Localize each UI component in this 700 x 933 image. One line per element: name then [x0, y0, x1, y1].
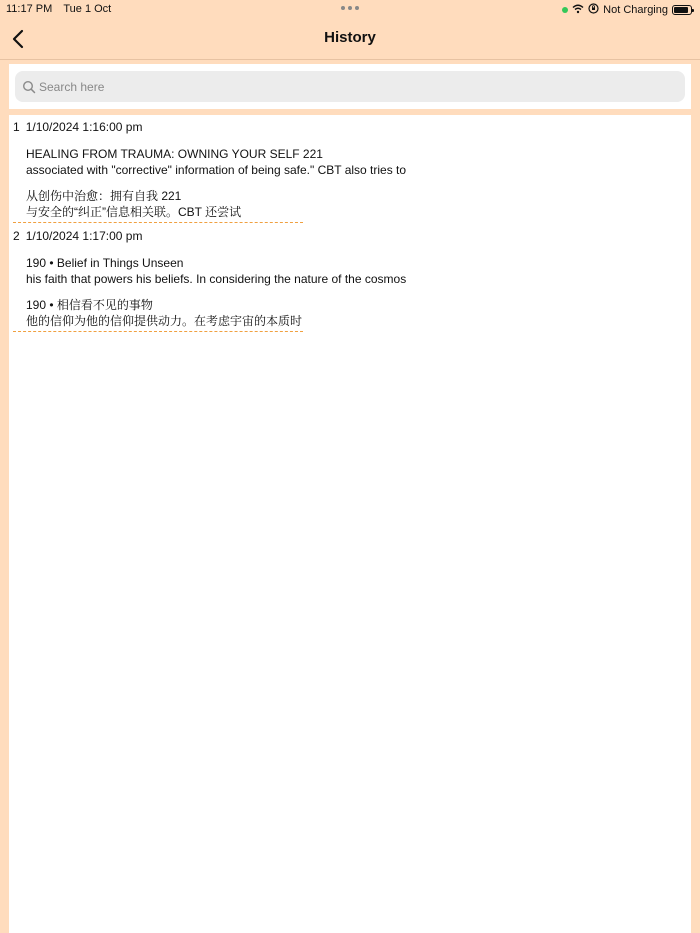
- camera-indicator-icon: [562, 7, 568, 13]
- entry-index: 2: [13, 229, 20, 243]
- search-bar: [9, 64, 691, 109]
- status-right: [562, 3, 692, 17]
- status-date: Tue 1 Oct: [63, 3, 112, 15]
- entry-original-line1: 190 • Belief in Things Unseen: [26, 256, 184, 270]
- charging-status: Not Charging: [603, 4, 668, 16]
- entry-original-line2: his faith that powers his beliefs. In considering the nature of the cosmos: [26, 272, 407, 286]
- entry-translated-line1: 190 • 相信看不见的事物: [26, 298, 153, 312]
- entry-translated-line2: 他的信仰为他的信仰提供动力。在考虑宇宙的本质时: [26, 314, 303, 328]
- entry-index: 1: [13, 120, 20, 134]
- search-field[interactable]: [15, 71, 685, 102]
- entry-timestamp: 1/10/2024 1:17:00 pm: [25, 229, 143, 243]
- list-item[interactable]: [9, 115, 691, 225]
- multitasking-dots-icon[interactable]: [341, 6, 359, 10]
- wifi-icon: [572, 4, 584, 17]
- status-time: 11:17 PM: [6, 3, 53, 15]
- entry-header: [13, 229, 142, 243]
- entry-translated-line2: 与安全的“纠正”信息相关联。CBT 还尝试: [26, 205, 242, 219]
- entry-translated-line1: 从创伤中治愈：拥有自我 221: [26, 189, 182, 203]
- page-title: History: [324, 29, 376, 46]
- entry-original-line2: associated with "corrective" information of being safe." CBT also tries to: [26, 163, 407, 177]
- search-icon: [22, 80, 36, 94]
- list-item[interactable]: [9, 224, 691, 334]
- search-input[interactable]: [39, 71, 659, 102]
- entry-divider: [13, 222, 303, 223]
- entry-header: [13, 120, 142, 134]
- status-bar: [0, 0, 700, 18]
- battery-icon: [672, 5, 692, 15]
- entry-timestamp: 1/10/2024 1:16:00 pm: [25, 120, 143, 134]
- status-left: [6, 3, 111, 15]
- orientation-lock-icon: [588, 3, 599, 17]
- entry-divider: [13, 331, 303, 332]
- history-list: [9, 115, 691, 933]
- entry-original-line1: HEALING FROM TRAUMA: OWNING YOUR SELF 221: [26, 147, 323, 161]
- nav-bar: [0, 18, 700, 60]
